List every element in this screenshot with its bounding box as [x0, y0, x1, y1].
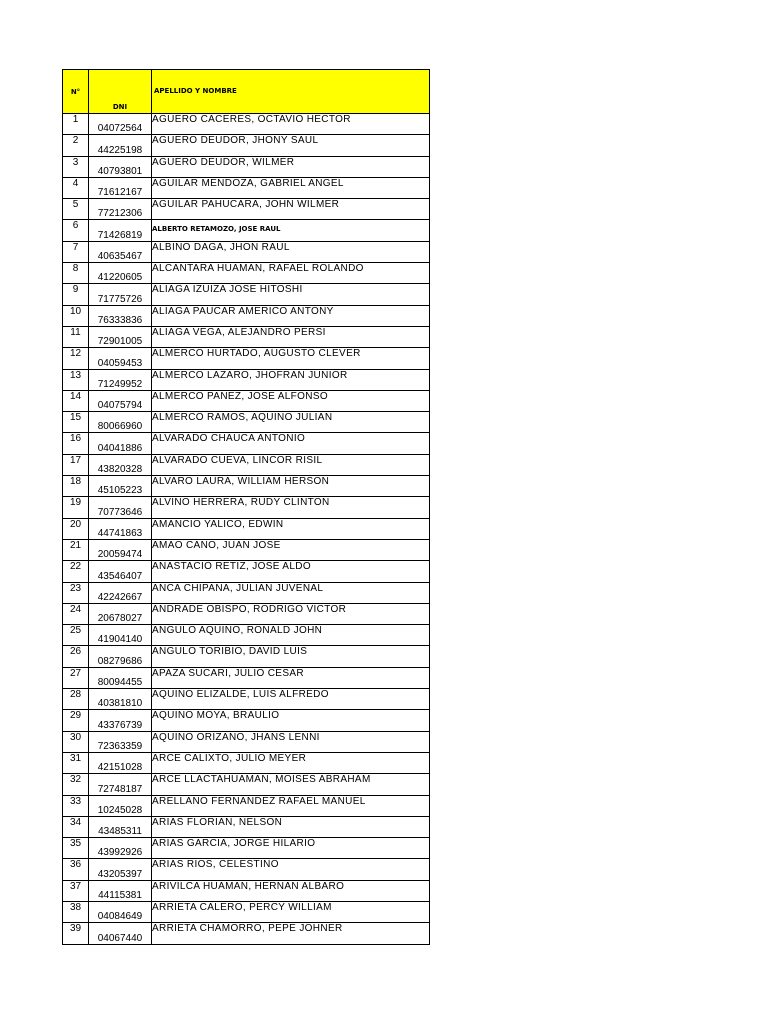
row-dni: 71426819: [89, 220, 152, 241]
row-name: AGUERO DEUDOR, JHONY SAUL: [152, 135, 430, 156]
row-name: ARCE CALIXTO, JULIO MEYER: [152, 752, 430, 773]
row-dni: 41904140: [89, 625, 152, 646]
row-name: ARIAS FLORIAN, NELSON: [152, 816, 430, 837]
row-name: ALVARADO CHAUCA ANTONIO: [152, 433, 430, 454]
row-dni: 20678027: [89, 603, 152, 624]
row-dni: 04084649: [89, 901, 152, 922]
row-number: 28: [63, 689, 89, 710]
row-number: 37: [63, 880, 89, 901]
row-dni: 80066960: [89, 412, 152, 433]
row-name: ALIAGA PAUCAR AMERICO ANTONY: [152, 305, 430, 326]
row-name: ALCANTARA HUAMAN, RAFAEL ROLANDO: [152, 263, 430, 284]
row-name: ARRIETA CHAMORRO, PEPE JOHNER: [152, 923, 430, 944]
header-row: [63, 70, 430, 114]
row-number: 15: [63, 412, 89, 433]
row-number: 14: [63, 390, 89, 411]
row-dni: 40381810: [89, 689, 152, 710]
table-row: [63, 412, 430, 433]
table-row: [63, 795, 430, 816]
table-row: [63, 859, 430, 880]
row-dni: 71249952: [89, 369, 152, 390]
row-number: 13: [63, 369, 89, 390]
table-row: [63, 114, 430, 135]
row-dni: 77212306: [89, 199, 152, 220]
row-dni: 43485311: [89, 816, 152, 837]
table-row: [63, 263, 430, 284]
row-dni: 42242667: [89, 582, 152, 603]
row-number: 11: [63, 326, 89, 347]
row-number: 31: [63, 752, 89, 773]
row-number: 6: [63, 220, 89, 241]
table-row: [63, 454, 430, 475]
row-number: 8: [63, 263, 89, 284]
row-name: AQUINO ELIZALDE, LUIS ALFREDO: [152, 689, 430, 710]
table-row: [63, 348, 430, 369]
row-number: 9: [63, 284, 89, 305]
table-row: [63, 326, 430, 347]
table-row: [63, 667, 430, 688]
row-dni: 04041886: [89, 433, 152, 454]
row-dni: 43820328: [89, 454, 152, 475]
row-name: AQUINO MOYA, BRAULIO: [152, 710, 430, 731]
row-name: ALVARO LAURA, WILLIAM HERSON: [152, 476, 430, 497]
row-number: 17: [63, 454, 89, 475]
row-name: ALBINO DAGA, JHON RAUL: [152, 241, 430, 262]
row-dni: 43546407: [89, 561, 152, 582]
row-name: ANCA CHIPANA, JULIAN JUVENAL: [152, 582, 430, 603]
row-number: 20: [63, 518, 89, 539]
table-row: [63, 603, 430, 624]
row-name: ALMERCO HURTADO, AUGUSTO CLEVER: [152, 348, 430, 369]
row-number: 30: [63, 731, 89, 752]
row-name: ARIAS RIOS, CELESTINO: [152, 859, 430, 880]
row-dni: 42151028: [89, 752, 152, 773]
table-row: [63, 305, 430, 326]
row-name: AGUILAR PAHUCARA, JOHN WILMER: [152, 199, 430, 220]
row-number: 39: [63, 923, 89, 944]
row-number: 32: [63, 774, 89, 795]
table-row: [63, 156, 430, 177]
row-name: AGUILAR MENDOZA, GABRIEL ANGEL: [152, 177, 430, 198]
row-number: 19: [63, 497, 89, 518]
table-row: [63, 199, 430, 220]
row-name: ANGULO AQUINO, RONALD JOHN: [152, 625, 430, 646]
row-number: 5: [63, 199, 89, 220]
table-row: [63, 177, 430, 198]
row-number: 7: [63, 241, 89, 262]
row-name: ARCE LLACTAHUAMAN, MOISES ABRAHAM: [152, 774, 430, 795]
header-num: N°: [63, 70, 89, 114]
table-row: [63, 816, 430, 837]
row-dni: 40635467: [89, 241, 152, 262]
header-dni: DNI: [89, 70, 152, 114]
row-dni: 41220605: [89, 263, 152, 284]
row-dni: 71775726: [89, 284, 152, 305]
row-name: AGUERO CACERES, OCTAVIO HECTOR: [152, 114, 430, 135]
row-dni: 44115381: [89, 880, 152, 901]
row-name: ARIVILCA HUAMAN, HERNAN ALBARO: [152, 880, 430, 901]
row-number: 38: [63, 901, 89, 922]
row-number: 33: [63, 795, 89, 816]
row-dni: 04059453: [89, 348, 152, 369]
table-row: [63, 838, 430, 859]
row-name: AMANCIO YALICO, EDWIN: [152, 518, 430, 539]
row-dni: 43992926: [89, 838, 152, 859]
row-name: APAZA SUCARI, JULIO CESAR: [152, 667, 430, 688]
row-dni: 76333836: [89, 305, 152, 326]
table-row: [63, 774, 430, 795]
row-name: ALBERTO RETAMOZO, JOSE RAUL: [152, 220, 430, 241]
row-dni: 40793801: [89, 156, 152, 177]
row-name: ANASTACIO RETIZ, JOSE ALDO: [152, 561, 430, 582]
row-dni: 43205397: [89, 859, 152, 880]
table-row: [63, 646, 430, 667]
table-row: [63, 220, 430, 241]
row-number: 27: [63, 667, 89, 688]
table-row: [63, 135, 430, 156]
row-number: 36: [63, 859, 89, 880]
row-dni: 71612167: [89, 177, 152, 198]
row-dni: 04067440: [89, 923, 152, 944]
row-number: 16: [63, 433, 89, 454]
table-row: [63, 752, 430, 773]
row-name: ARELLANO FERNANDEZ RAFAEL MANUEL: [152, 795, 430, 816]
row-number: 2: [63, 135, 89, 156]
row-name: ALVINO HERRERA, RUDY CLINTON: [152, 497, 430, 518]
table-row: [63, 497, 430, 518]
row-dni: 44225198: [89, 135, 152, 156]
row-number: 34: [63, 816, 89, 837]
row-number: 25: [63, 625, 89, 646]
row-number: 18: [63, 476, 89, 497]
row-name: AGUERO DEUDOR, WILMER: [152, 156, 430, 177]
row-dni: 10245028: [89, 795, 152, 816]
row-number: 21: [63, 539, 89, 560]
row-number: 10: [63, 305, 89, 326]
table-row: [63, 923, 430, 944]
row-number: 22: [63, 561, 89, 582]
row-dni: 43376739: [89, 710, 152, 731]
row-name: ALMERCO PANEZ, JOSE ALFONSO: [152, 390, 430, 411]
row-number: 1: [63, 114, 89, 135]
row-dni: 72748187: [89, 774, 152, 795]
table-row: [63, 476, 430, 497]
row-number: 12: [63, 348, 89, 369]
row-dni: 70773646: [89, 497, 152, 518]
table-row: [63, 689, 430, 710]
row-name: AMAO CANO, JUAN JOSE: [152, 539, 430, 560]
row-name: ALMERCO RAMOS, AQUINO JULIAN: [152, 412, 430, 433]
row-name: AQUINO ORIZANO, JHANS LENNI: [152, 731, 430, 752]
row-number: 26: [63, 646, 89, 667]
row-name: ALVARADO CUEVA, LINCOR RISIL: [152, 454, 430, 475]
row-name: ALIAGA VEGA, ALEJANDRO PERSI: [152, 326, 430, 347]
row-name: ANGULO TORIBIO, DAVID LUIS: [152, 646, 430, 667]
header-name: APELLIDO Y NOMBRE: [152, 70, 430, 114]
table-row: [63, 710, 430, 731]
table-row: [63, 518, 430, 539]
row-name: ARRIETA CALERO, PERCY WILLIAM: [152, 901, 430, 922]
row-name: ALMERCO LAZARO, JHOFRAN JUNIOR: [152, 369, 430, 390]
row-dni: 08279686: [89, 646, 152, 667]
row-dni: 45105223: [89, 476, 152, 497]
row-dni: 04072564: [89, 114, 152, 135]
row-number: 24: [63, 603, 89, 624]
row-dni: 20059474: [89, 539, 152, 560]
roster-table: [62, 69, 430, 945]
table-body: [63, 114, 430, 945]
table-header: [63, 70, 430, 114]
table-row: [63, 625, 430, 646]
table-row: [63, 433, 430, 454]
row-dni: 72901005: [89, 326, 152, 347]
row-name: ALIAGA IZUIZA JOSE HITOSHI: [152, 284, 430, 305]
row-dni: 80094455: [89, 667, 152, 688]
table-row: [63, 561, 430, 582]
row-number: 29: [63, 710, 89, 731]
table-row: [63, 284, 430, 305]
row-number: 4: [63, 177, 89, 198]
table-row: [63, 582, 430, 603]
table-row: [63, 880, 430, 901]
table-row: [63, 241, 430, 262]
row-dni: 04075794: [89, 390, 152, 411]
row-number: 35: [63, 838, 89, 859]
table-row: [63, 369, 430, 390]
row-number: 23: [63, 582, 89, 603]
table-row: [63, 390, 430, 411]
row-number: 3: [63, 156, 89, 177]
row-dni: 72363359: [89, 731, 152, 752]
table-row: [63, 901, 430, 922]
row-name: ANDRADE OBISPO, RODRIGO VICTOR: [152, 603, 430, 624]
row-dni: 44741863: [89, 518, 152, 539]
row-name: ARIAS GARCIA, JORGE HILARIO: [152, 838, 430, 859]
table-row: [63, 731, 430, 752]
table-row: [63, 539, 430, 560]
